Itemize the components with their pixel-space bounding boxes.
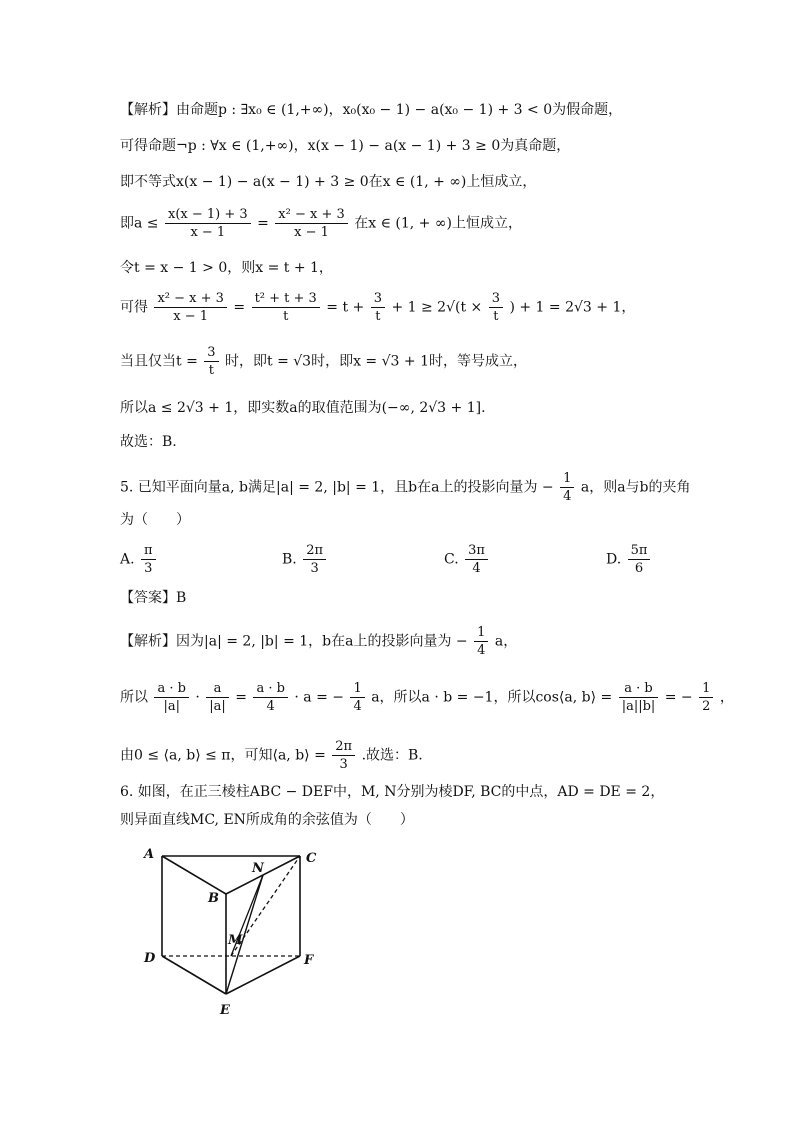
denominator: 3: [339, 757, 348, 772]
fraction: [350, 680, 364, 715]
text: + 1 ≥ 2√(t ×: [391, 299, 483, 316]
option-c[interactable]: [444, 542, 490, 577]
analysis-line-1: 【解析】由命题p : ∃x₀ ∈ (1,+∞)，x₀(x₀ − 1) − a(x₀ − 1) + 3 < 0为假命题，: [120, 102, 623, 118]
option-d[interactable]: [606, 542, 652, 577]
q5-answer: 【答案】B: [120, 590, 187, 606]
q5-analysis-line-2: [120, 680, 734, 715]
analysis-line-9: 故选：B.: [120, 434, 177, 450]
denominator: x − 1: [190, 225, 226, 240]
denominator: |a|: [163, 699, 180, 714]
denominator: 3: [310, 561, 319, 576]
numerator: a · b: [154, 680, 188, 698]
fraction: [165, 206, 251, 241]
numerator: 1: [699, 680, 713, 698]
denominator: x − 1: [173, 309, 209, 324]
option-a[interactable]: [120, 542, 158, 577]
fraction: [275, 206, 347, 241]
denominator: t: [493, 309, 499, 324]
numerator: 1: [560, 470, 574, 488]
numerator: 3: [204, 344, 218, 362]
fraction: [303, 542, 326, 577]
text: ，: [719, 689, 734, 706]
denominator: 2: [702, 699, 711, 714]
text: · a = −: [294, 689, 344, 706]
option-letter: A.: [120, 551, 135, 568]
denominator: 6: [634, 561, 644, 576]
numerator: x² − x + 3: [154, 290, 226, 308]
numerator: t² + t + 3: [252, 290, 320, 308]
text: 由0 ≤ ⟨a, b⟩ ≤ π，可知⟨a, b⟩ =: [120, 747, 326, 764]
numerator: 5π: [628, 542, 651, 560]
edge-de: [162, 956, 226, 994]
numerator: 3π: [465, 542, 488, 560]
fraction: [489, 290, 503, 325]
text: 5. 已知平面向量a, b满足|a| = 2, |b| = 1，且b在a上的投影向量为 −: [120, 479, 554, 496]
analysis-line-8: 所以a ≤ 2√3 + 1，即实数a的取值范围为(−∞, 2√3 + 1].: [120, 400, 486, 416]
point-m-label: M: [228, 933, 243, 948]
q5-stem-line-2: 为（ ）: [120, 512, 190, 528]
text: 可得: [120, 299, 148, 316]
text: =: [233, 299, 246, 316]
fraction: [253, 680, 287, 715]
numerator: 2π: [332, 738, 355, 756]
option-b[interactable]: [282, 542, 328, 577]
numerator: x(x − 1) + 3: [165, 206, 251, 224]
text: 当且仅当t =: [120, 353, 198, 370]
edge-ab: [162, 856, 226, 894]
text: 【解析】因为|a| = 2, |b| = 1，b在a上的投影向量为 −: [120, 633, 468, 650]
fraction: [465, 542, 488, 577]
vertex-c-label: C: [306, 851, 317, 866]
denominator: t: [283, 309, 289, 324]
text: ) + 1 = 2√3 + 1，: [509, 299, 636, 316]
fraction: [154, 290, 226, 325]
analysis-line-2: 可得命题¬p : ∀x ∈ (1,+∞)，x(x − 1) − a(x − 1) + 3 ≥ 0为真命题，: [120, 138, 571, 154]
point-n-label: N: [252, 861, 264, 876]
option-letter: D.: [606, 551, 622, 568]
vertex-a-label: A: [144, 847, 155, 862]
numerator: 3: [489, 290, 503, 308]
option-letter: B.: [282, 551, 297, 568]
numerator: 1: [474, 624, 488, 642]
text: ·: [195, 689, 200, 706]
vertex-d-label: D: [144, 951, 156, 966]
text: a，: [494, 633, 518, 650]
numerator: π: [141, 542, 156, 560]
fraction: [474, 624, 488, 659]
fraction: [619, 680, 659, 715]
q5-stem-line-1: [120, 470, 691, 505]
denominator: |a|: [209, 699, 226, 714]
denominator: t: [375, 309, 381, 324]
text: = −: [664, 689, 693, 706]
numerator: a · b: [619, 680, 659, 698]
numerator: 1: [350, 680, 364, 698]
denominator: 4: [477, 643, 486, 658]
analysis-line-6: [120, 290, 635, 325]
numerator: 2π: [303, 542, 326, 560]
numerator: a · b: [253, 680, 287, 698]
analysis-line-4: [120, 206, 522, 241]
text: =: [257, 215, 269, 232]
numerator: 3: [371, 290, 385, 308]
fraction: [560, 470, 574, 505]
text: 在x ∈ (1, + ∞)上恒成立，: [354, 215, 522, 232]
vertex-e-label: E: [220, 1003, 230, 1018]
denominator: 4: [563, 489, 572, 504]
fraction: [206, 680, 229, 715]
fraction: [628, 542, 651, 577]
fraction: [699, 680, 713, 715]
denominator: 4: [353, 699, 362, 714]
fraction: [154, 680, 188, 715]
text: .故选：B.: [361, 747, 423, 764]
q6-stem-line-1: 6. 如图，在正三棱柱ABC − DEF中，M, N分别为棱DF, BC的中点，AD = DE = 2，: [120, 784, 665, 800]
text: 即a ≤: [120, 215, 159, 232]
numerator: a: [206, 680, 229, 698]
text: =: [235, 689, 247, 706]
q5-analysis-line-1: [120, 624, 517, 659]
denominator: t: [208, 363, 215, 378]
analysis-line-3: 即不等式x(x − 1) − a(x − 1) + 3 ≥ 0在x ∈ (1, + ∞)上恒成立，: [120, 174, 537, 190]
fraction: [141, 542, 156, 577]
fraction: [204, 344, 218, 379]
fraction: [371, 290, 385, 325]
fraction: [332, 738, 355, 773]
denominator: x − 1: [294, 225, 329, 240]
text: a，则a与b的夹角: [580, 479, 691, 496]
analysis-line-5: 令t = x − 1 > 0，则x = t + 1，: [120, 260, 333, 276]
text: 所以: [120, 689, 148, 706]
option-letter: C.: [444, 551, 459, 568]
edge-ef: [226, 956, 300, 994]
prism-diagram: [140, 838, 330, 1018]
numerator: x² − x + 3: [275, 206, 347, 224]
q6-stem-line-2: 则异面直线MC, EN所成角的余弦值为（ ）: [120, 812, 414, 828]
denominator: 4: [472, 561, 481, 576]
analysis-line-7: [120, 344, 527, 379]
vertex-f-label: F: [304, 953, 314, 968]
denominator: 3: [144, 561, 153, 576]
vertex-b-label: B: [208, 891, 219, 906]
denominator: 4: [266, 699, 275, 714]
text: = t +: [326, 299, 365, 316]
fraction: [252, 290, 320, 325]
text: a，所以a · b = −1，所以cos⟨a, b⟩ =: [371, 689, 613, 706]
denominator: |a||b|: [621, 699, 656, 714]
text: 时，即t = √3时，即x = √3 + 1时，等号成立，: [225, 353, 527, 370]
q5-analysis-line-3: [120, 738, 423, 773]
